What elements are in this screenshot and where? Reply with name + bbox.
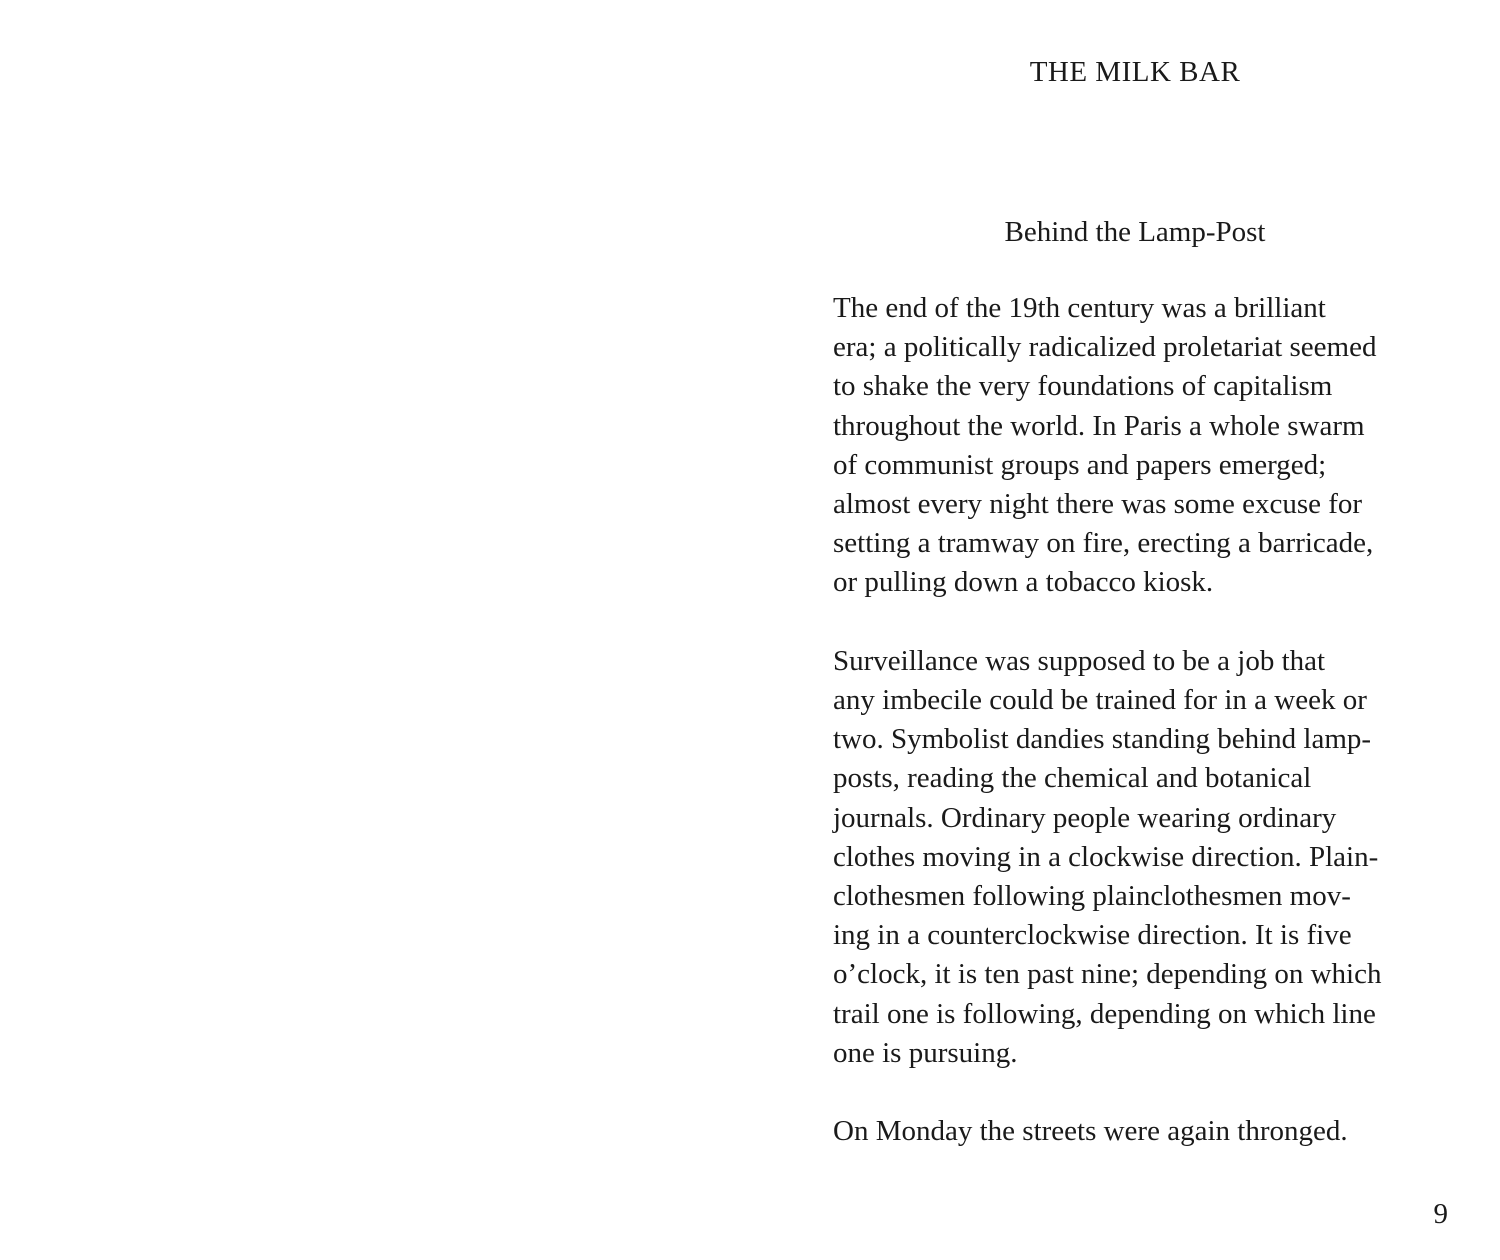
- text-line: of communist groups and papers emerged;: [833, 448, 1327, 481]
- text-line: posts, reading the chemical and botanical: [833, 762, 1312, 795]
- text-line: ing in a counterclockwise direction. It is five: [833, 919, 1352, 952]
- body-text: [833, 289, 1453, 1191]
- text-line: to shake the very foundations of capitalism: [833, 370, 1333, 403]
- text-line: one is pursuing.: [833, 1036, 1018, 1069]
- page-number: 9: [1433, 1198, 1448, 1230]
- text-line: setting a tramway on fire, erecting a barricade,: [833, 527, 1374, 560]
- text-line: clothes moving in a clockwise direction. Plain-: [833, 840, 1379, 873]
- chapter-title: Behind the Lamp-Post: [1004, 216, 1266, 248]
- paragraph-1: [833, 289, 1453, 603]
- text-line: any imbecile could be trained for in a week or: [833, 684, 1367, 717]
- text-line: The end of the 19th century was a brilliant: [833, 292, 1326, 324]
- paragraph-3: [833, 1112, 1453, 1151]
- text-line: almost every night there was some excuse for: [833, 488, 1363, 521]
- running-head: THE MILK BAR: [1029, 56, 1241, 88]
- text-line: era; a politically radicalized proletariat seemed: [833, 331, 1377, 364]
- right-page: [750, 0, 1500, 1260]
- text-line: clothesmen following plainclothesmen mov-: [833, 880, 1351, 913]
- text-line: On Monday the streets were again thronged.: [833, 1115, 1348, 1148]
- text-line: o’clock, it is ten past nine; depending on which: [833, 958, 1382, 991]
- text-line: two. Symbolist dandies standing behind lamp-: [833, 723, 1372, 756]
- text-line: Surveillance was supposed to be a job that: [833, 644, 1326, 677]
- text-line: throughout the world. In Paris a whole swarm: [833, 409, 1365, 442]
- text-line: trail one is following, depending on which line: [833, 997, 1376, 1030]
- text-line: journals. Ordinary people wearing ordinary: [833, 801, 1337, 834]
- paragraph-2: [833, 642, 1453, 1073]
- text-line: or pulling down a tobacco kiosk.: [833, 566, 1214, 599]
